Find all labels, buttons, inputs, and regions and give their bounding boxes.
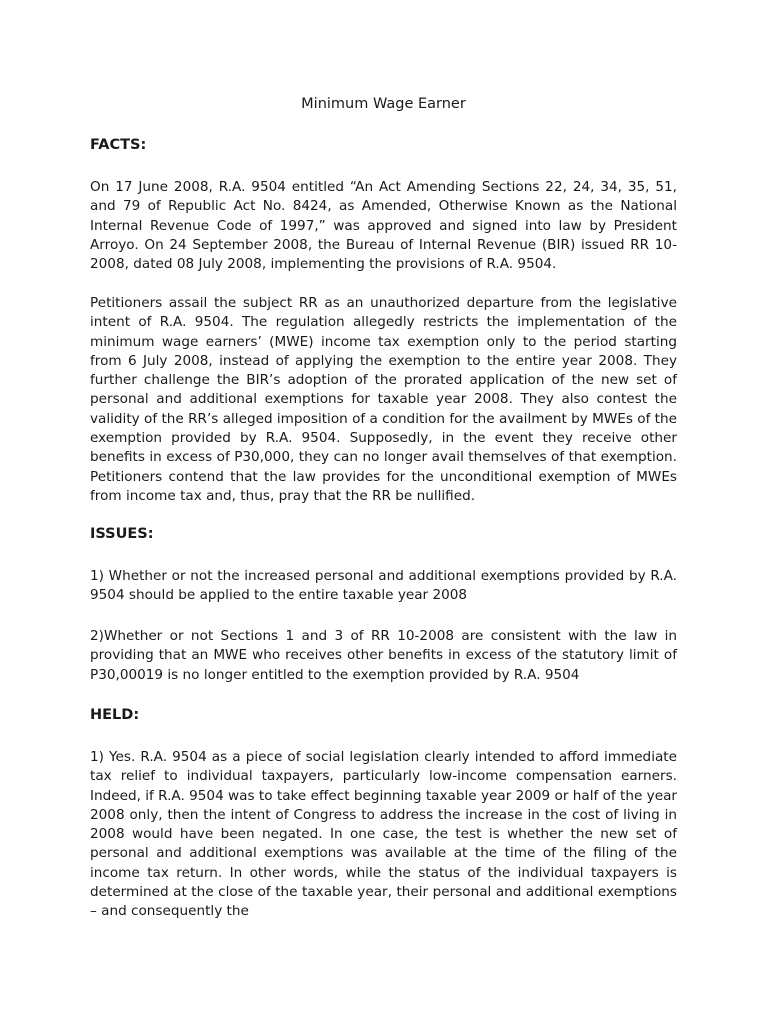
issue-2: 2)Whether or not Sections 1 and 3 of RR 10-2008 are consistent with the law in providing that an MWE who receives other benefits in excess of the statutory limit of P30,00019 is no longer entitled to the exemption provided by R.A. 9504 <box>90 628 677 683</box>
facts-paragraph-1: On 17 June 2008, R.A. 9504 entitled “An Act Amending Sections 22, 24, 34, 35, 51, and 79 of Republic Act No. 8424, as Amended, Otherwise Known as the National Internal Revenue Code of 1997,” was approved and signed into law by President Arroyo. On 24 September 2008, the Bureau of Internal Revenue (BIR) issued RR 10-2008, dated 08 July 2008, implementing the provisions of R.A. 9504. <box>90 179 677 273</box>
document-title: Minimum Wage Earner <box>301 96 466 112</box>
held-paragraph-1: 1) Yes. R.A. 9504 as a piece of social legislation clearly intended to afford immediate tax relief to individual taxpayers, particularly low-income compensation earners. Indeed, if R.A. 9504 was to take effect beginning taxable year 2009 or half of the year 2008 only, then the intent of Congress to address the increase in the cost of living in 2008 would have been negated. In one case, the test is whether the new set of personal and additional exemptions was available at the time of the filing of the income tax return. In other words, while the status of the individual taxpayers is determined at the close of the taxable year, their personal and additional exemptions – and consequently the <box>90 749 677 920</box>
held-heading: HELD: <box>90 707 140 723</box>
facts-heading: FACTS: <box>90 137 147 153</box>
issue-1: 1) Whether or not the increased personal and additional exemptions provided by R.A. 9504 should be applied to the entire taxable year 2008 <box>90 568 677 604</box>
issues-heading: ISSUES: <box>90 526 154 542</box>
facts-paragraph-2: Petitioners assail the subject RR as an unauthorized departure from the legislative intent of R.A. 9504. The regulation allegedly restricts the implementation of the minimum wage earners’ (MWE) income tax exemption only to the period starting from 6 July 2008, instead of applying the exemption to the entire year 2008. They further challenge the BIR’s adoption of the prorated application of the new set of personal and additional exemptions for taxable year 2008. They also contest the validity of the RR’s alleged imposition of a condition for the availment by MWEs of the exemption provided by R.A. 9504. Supposedly, in the event they receive other benefits in excess of P30,000, they can no longer avail themselves of that exemption. Petitioners contend that the law provides for the unconditional exemption of MWEs from income tax and, thus, pray that the RR be nullified. <box>90 295 677 504</box>
